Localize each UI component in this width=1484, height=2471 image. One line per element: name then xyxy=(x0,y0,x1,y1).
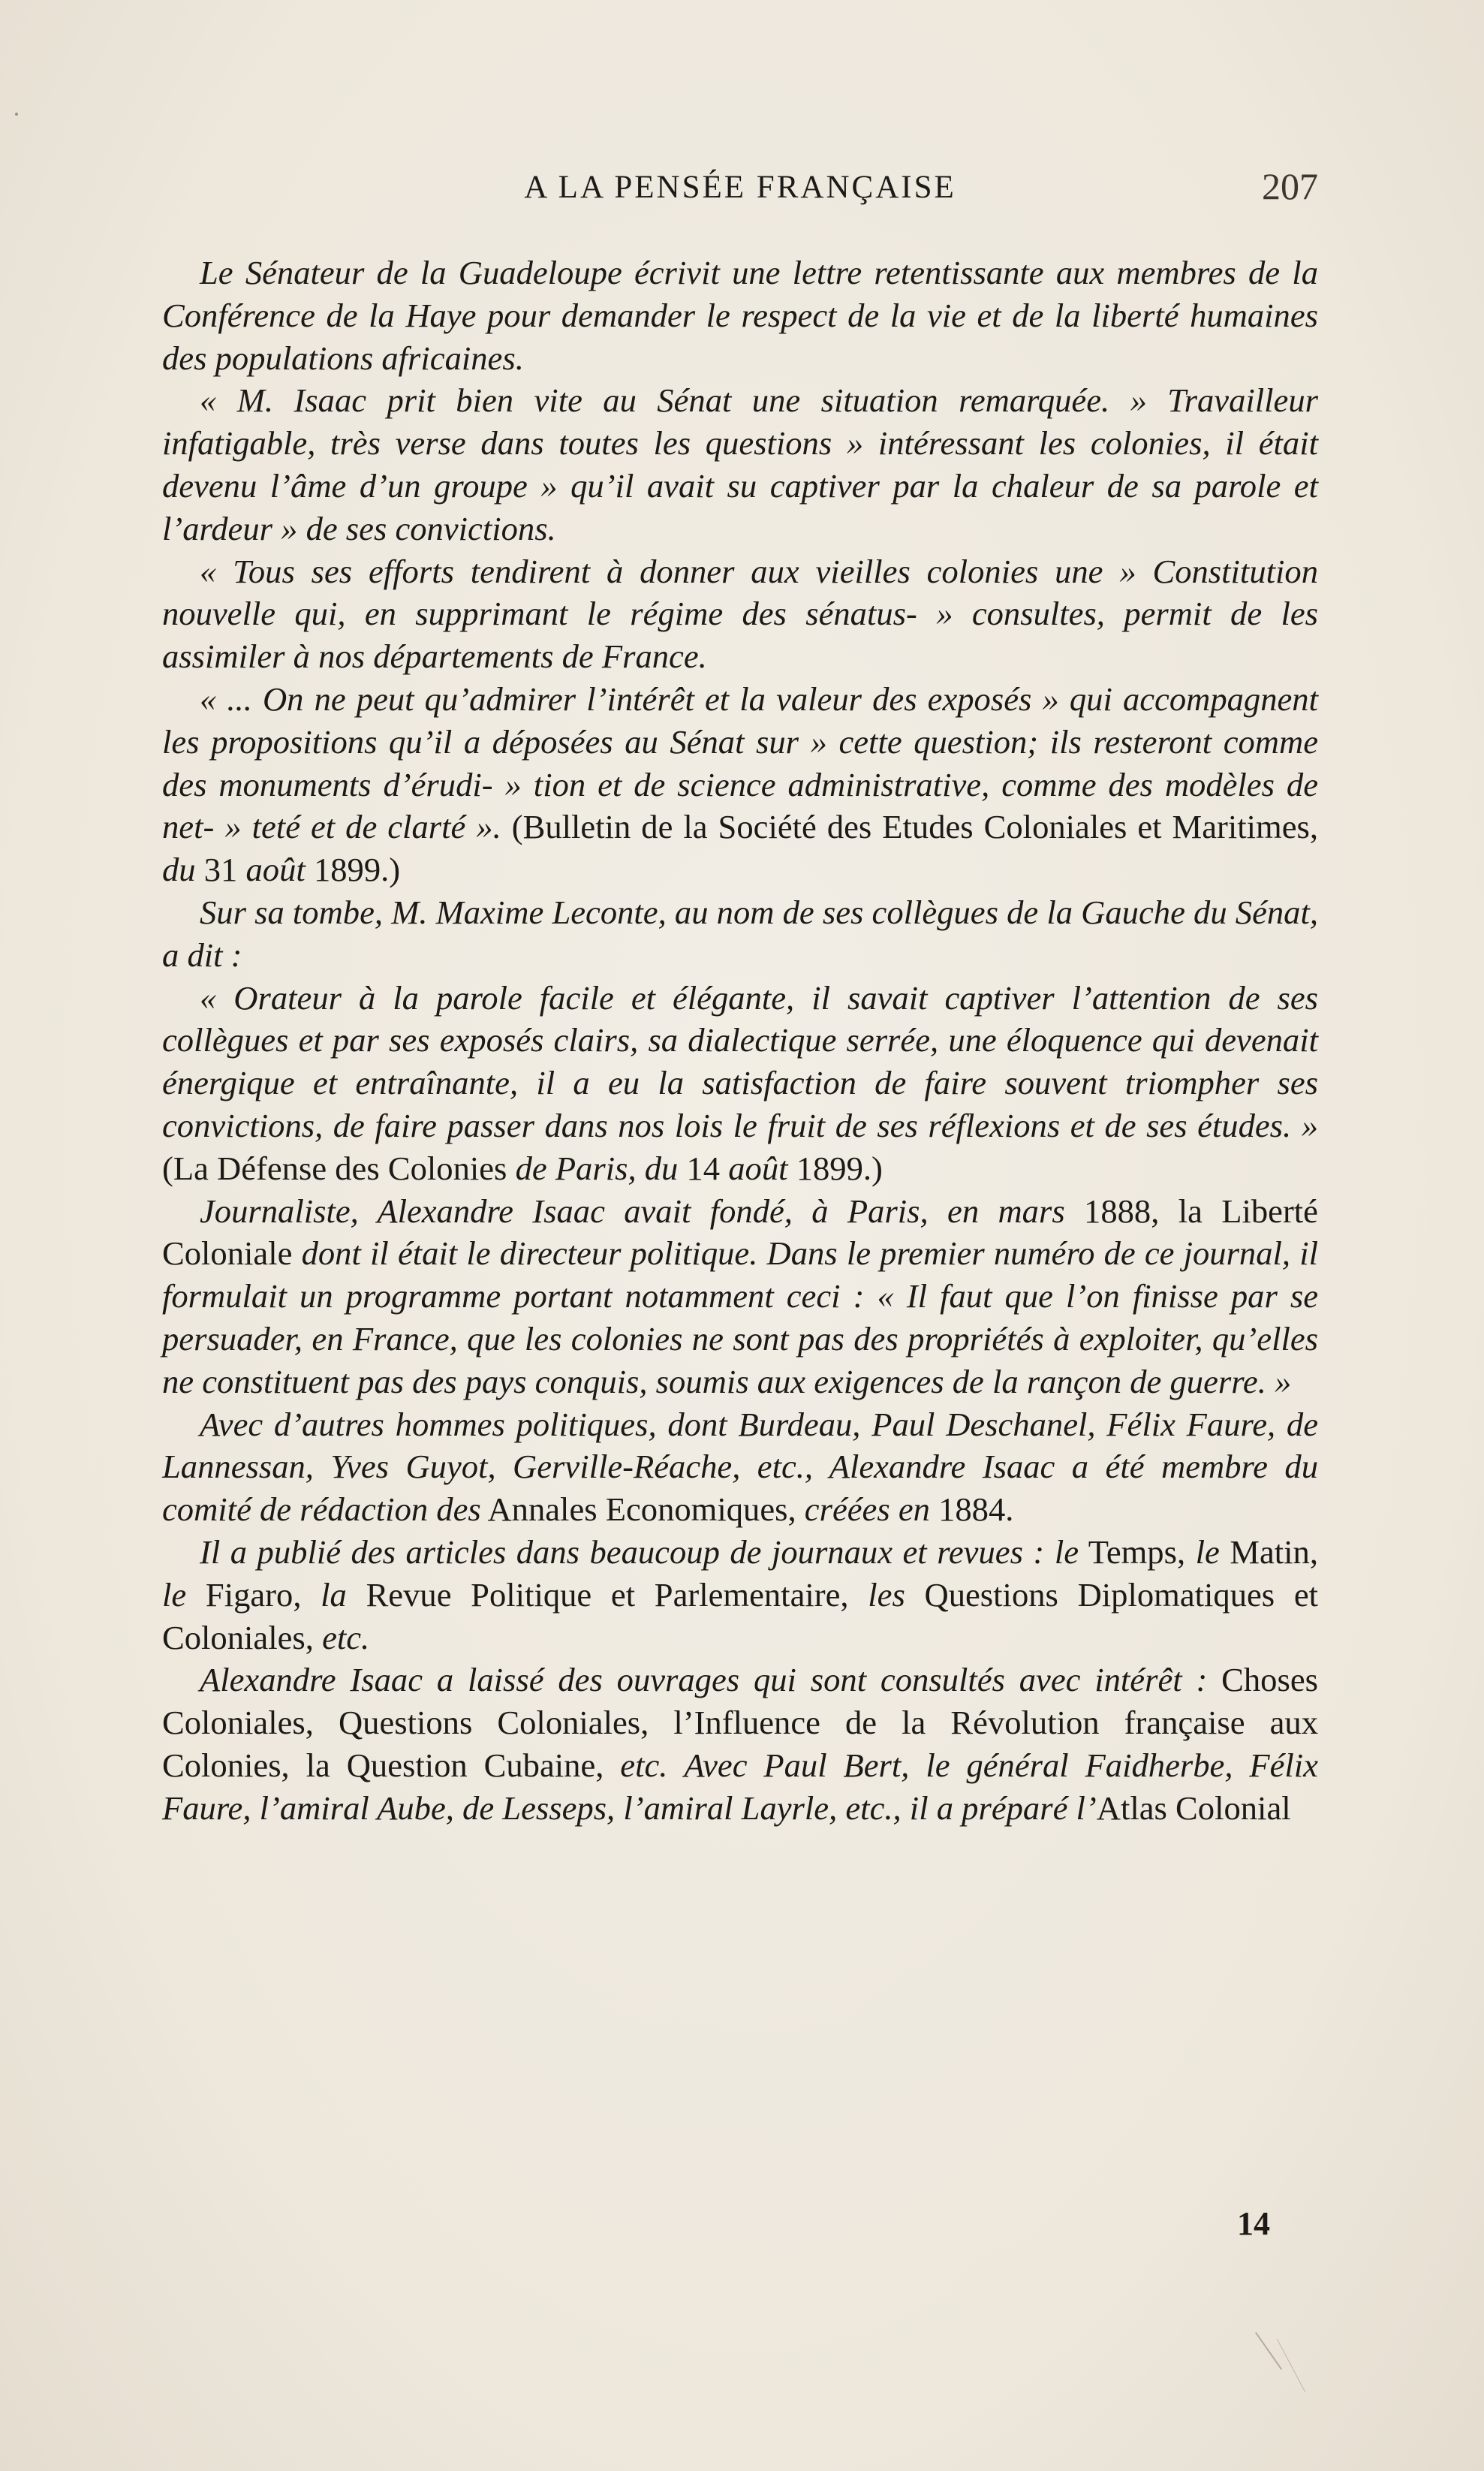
paper-speck xyxy=(15,113,18,116)
paragraph xyxy=(162,252,1318,379)
italic-text: Le Sénateur de la Guadeloupe écrivit une lettre retentissante aux membres de la Conférence de la Haye pour demander le respect de la vie et de la liberté humaines des populations africaines. xyxy=(162,254,1318,377)
italic-text: Avec d’autres hommes politiques, dont Burdeau, Paul Deschanel, Félix Faure, de Lannessan, Yves Guyot, Gerville-Réache, etc., Alexandre Isaac a été membre du comité de rédaction des xyxy=(162,1405,1318,1529)
quote-paragraph xyxy=(162,379,1318,550)
source-text: (La Défense des Colonies xyxy=(162,1149,507,1187)
date-day: 31 xyxy=(203,851,238,889)
paragraph xyxy=(162,1659,1318,1829)
italic-text: « ... On ne peut qu’admirer l’intérêt et la valeur des exposés » qui accompagnent les propositions qu’il a déposées au Sénat sur » cette question; ils resteront comme des monuments d’érudi- » tion et de science administrative, comme des modèles de net- » teté et de clarté ». xyxy=(162,680,1318,846)
atlas-title: Atlas Colonial xyxy=(1096,1788,1291,1827)
italic-text: Il a publié des articles dans beaucoup de journaux et revues : xyxy=(200,1532,1045,1571)
source-text: (Bulletin de la Société des Etudes Coloniales et Maritimes, xyxy=(511,808,1319,846)
date-month: août xyxy=(728,1149,788,1187)
journal-title: Questions Diplomatiques et Coloniales, xyxy=(162,1575,1319,1656)
italic-text: Avec Paul Bert, le général Faidherbe, Félix Faure, l’amiral Aube, de Lesseps, l’amiral Layrle, etc., il a préparé l’ xyxy=(162,1746,1318,1827)
works-list: Choses Coloniales, Questions Coloniales, l’Influence de la Révolution française aux Colonies, la Question Cubaine, xyxy=(162,1661,1318,1784)
journal-title: Annales Economiques, xyxy=(487,1490,796,1529)
journal-title: Figaro, xyxy=(205,1575,302,1614)
italic-text: « Orateur à la parole facile et élégante, il savait captiver l’attention de ses collègues et par ses exposés clairs, sa dialectique serrée, une éloquence qui devenait énergique et entraînante, il a eu la satisfaction de faire souvent triompher ses convictions, de faire passer dans nos lois le fruit de ses réflexions et de ses études. » xyxy=(162,978,1318,1144)
italic-text: Journaliste, Alexandre Isaac avait fondé, à Paris, en mars xyxy=(200,1192,1065,1230)
paper-scratch xyxy=(1255,2332,1282,2370)
quote-paragraph xyxy=(162,678,1318,891)
signature-mark: 14 xyxy=(1237,2205,1270,2242)
article-text: la xyxy=(321,1575,347,1614)
page-body xyxy=(162,252,1318,1829)
page-number: 207 xyxy=(1262,165,1318,207)
date-year: 1899.) xyxy=(313,851,401,889)
journal-title: Matin, xyxy=(1230,1532,1318,1571)
date-day: 14 xyxy=(686,1149,721,1187)
date-month: août xyxy=(245,851,306,889)
paragraph xyxy=(162,1531,1318,1659)
paragraph xyxy=(162,1403,1318,1531)
year-text: 1888, xyxy=(1084,1192,1160,1230)
article-text: les xyxy=(868,1575,905,1614)
italic-text: de Paris, du xyxy=(515,1149,679,1187)
running-title: A LA PENSÉE FRANÇAISE xyxy=(524,170,956,205)
italic-text: Sur sa tombe, M. Maxime Leconte, au nom de ses collègues de la Gauche du Sénat, a dit : xyxy=(162,893,1318,974)
paragraph xyxy=(162,1190,1318,1403)
journal-title: la Liberté Coloniale xyxy=(162,1192,1318,1273)
italic-text: créées en xyxy=(804,1490,930,1529)
italic-text: Alexandre Isaac a laissé des ouvrages qui sont consultés avec intérêt : xyxy=(200,1661,1208,1699)
quote-paragraph xyxy=(162,977,1318,1190)
article-text: le xyxy=(162,1575,187,1614)
journal-title: Temps, xyxy=(1088,1532,1186,1571)
italic-text: dont il était le directeur politique. Dans le premier numéro de ce journal, il formulait un programme portant notamment ceci : « Il faut que l’on finisse par se persuader, en France, que les colonies ne sont pas des propriétés à exploiter, qu’elles ne constituent pas des pays conquis, soumis aux exigences de la rançon de guerre. » xyxy=(162,1234,1319,1400)
journal-title: Revue Politique et Parlementaire, xyxy=(366,1575,849,1614)
italic-text: « Tous ses efforts tendirent à donner aux vieilles colonies une » Constitution nouvelle qui, en supprimant le régime des sénatus- » consultes, permit de les assimiler à nos départements de France. xyxy=(162,552,1318,676)
date-year: 1899.) xyxy=(796,1149,883,1187)
italic-text: etc. xyxy=(322,1618,370,1656)
paper-scratch xyxy=(1277,2339,1305,2392)
paragraph xyxy=(162,891,1318,977)
page-header xyxy=(162,167,1318,209)
italic-text: du xyxy=(162,851,196,889)
quote-paragraph xyxy=(162,550,1318,678)
year-text: 1884. xyxy=(938,1490,1014,1529)
article-text: le xyxy=(1054,1532,1079,1571)
italic-text: etc. xyxy=(620,1746,668,1784)
italic-text: « M. Isaac prit bien vite au Sénat une situation remarquée. » Travailleur infatigable, très verse dans toutes les questions » intéressant les colonies, il était devenu l’âme d’un groupe » qu’il avait su captiver par la chaleur de sa parole et l’ardeur » de ses convictions. xyxy=(162,381,1318,547)
article-text: le xyxy=(1195,1532,1220,1571)
